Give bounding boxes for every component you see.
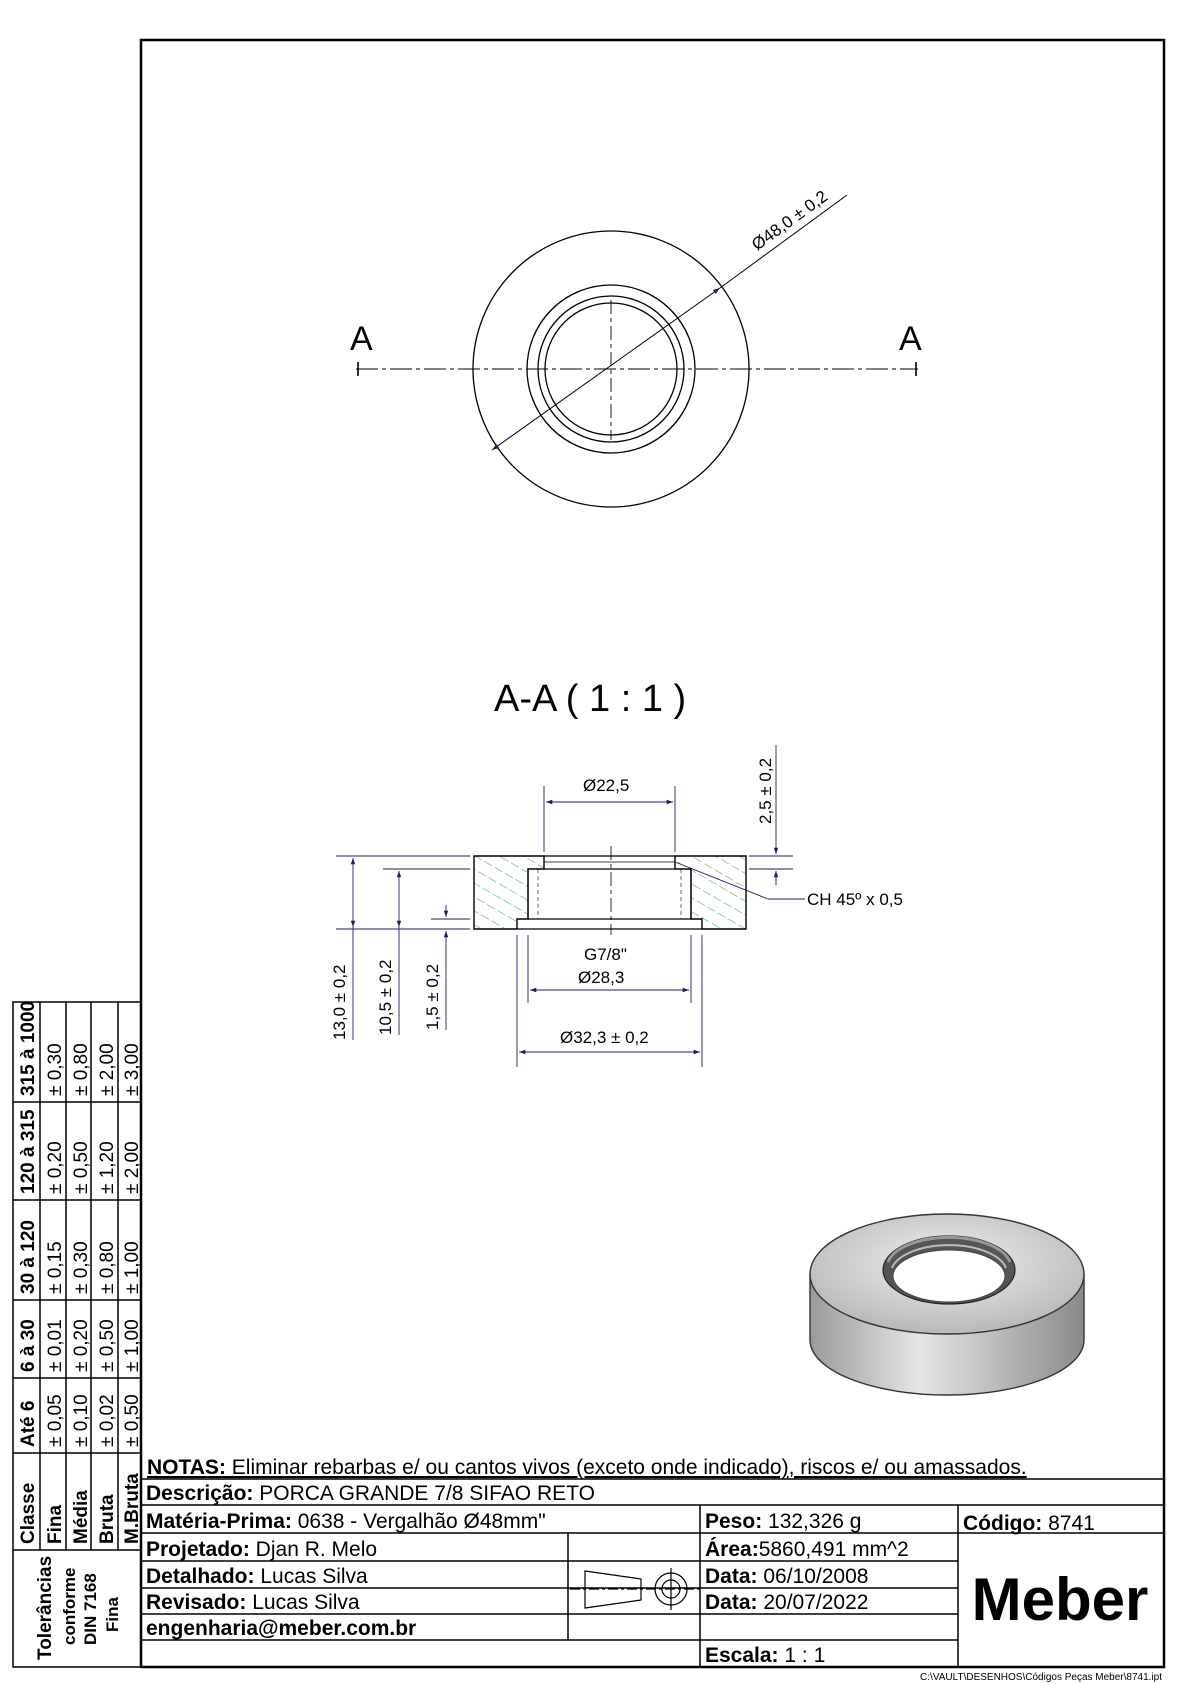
tol-value-2-2: ± 0,80 — [97, 1241, 118, 1294]
peso-value: 132,326 g — [762, 1510, 862, 1533]
area — [705, 1538, 909, 1561]
data2-label: Data: — [705, 1591, 758, 1614]
data1-label: Data: — [705, 1565, 758, 1588]
revisado-value: Lucas Silva — [246, 1591, 360, 1614]
tol-value-0-3: ± 0,20 — [45, 1141, 66, 1194]
top-view — [356, 195, 918, 507]
tolerance-cells — [18, 1001, 143, 1544]
thread-diameter-dim: Ø28,3 — [578, 968, 625, 987]
section-title: A-A ( 1 : 1 ) — [494, 678, 687, 720]
total-height-dim: 13,0 ± 0,2 — [330, 964, 349, 1040]
tol-value-3-1: ± 1,00 — [122, 1319, 143, 1372]
materia-prima — [146, 1510, 546, 1533]
tol-value-1-3: ± 0,50 — [71, 1141, 92, 1194]
tol-value-0-4: ± 0,30 — [45, 1043, 66, 1096]
revisado-label: Revisado: — [146, 1591, 247, 1614]
chamfer-note: CH 45º x 0,5 — [807, 890, 903, 909]
tol-class-2: Bruta — [97, 1494, 118, 1544]
tol-value-3-0: ± 0,50 — [122, 1394, 143, 1447]
notes-label: NOTAS: — [147, 1456, 226, 1479]
codigo — [963, 1512, 1095, 1535]
tol-header-0: Classe — [18, 1482, 39, 1544]
detalhado-label: Detalhado: — [146, 1565, 255, 1588]
recess-height-dim: 1,5 ± 0,2 — [423, 963, 442, 1030]
peso — [705, 1510, 861, 1533]
tol-value-1-2: ± 0,30 — [71, 1241, 92, 1294]
tol-value-2-3: ± 1,20 — [97, 1141, 118, 1194]
revisado — [146, 1591, 360, 1614]
tol-caption-4: Fina — [103, 1597, 122, 1632]
tol-class-1: Média — [71, 1490, 92, 1544]
company-logo: Meber — [971, 1566, 1149, 1633]
projetado-label: Projetado: — [146, 1538, 250, 1561]
tol-header-4: 120 à 315 — [18, 1109, 39, 1194]
notes-text: Eliminar rebarbas e/ ou cantos vivos (exceto onde indicado), riscos e/ ou amassados. — [225, 1456, 1027, 1479]
recess-diameter-dim: Ø32,3 ± 0,2 — [560, 1028, 649, 1047]
tol-header-5: 315 à 1000 — [18, 1000, 39, 1096]
thread-spec: G7/8" — [584, 945, 627, 964]
tol-header-2: 6 à 30 — [18, 1319, 39, 1372]
tol-caption-2: conforme — [60, 1567, 79, 1645]
outer-diameter-dim: Ø48,0 ± 0,2 — [748, 186, 832, 255]
tol-value-3-3: ± 2,00 — [122, 1141, 143, 1194]
tol-value-2-1: ± 0,50 — [97, 1319, 118, 1372]
projetado — [146, 1538, 377, 1561]
bore-diameter-dim: Ø22,5 — [583, 776, 630, 795]
section-label-left: A — [350, 320, 373, 358]
escala — [705, 1644, 825, 1667]
codigo-label: Código: — [963, 1512, 1043, 1535]
tol-value-3-2: ± 1,00 — [122, 1241, 143, 1294]
materia-value: 0638 - Vergalhão Ø48mm" — [291, 1510, 546, 1533]
tol-class-0: Fina — [45, 1504, 66, 1544]
tol-value-0-0: ± 0,05 — [45, 1394, 66, 1447]
thread-height-dim: 10,5 ± 0,2 — [376, 959, 395, 1035]
projection-symbol-icon — [570, 1568, 700, 1610]
tol-value-3-4: ± 3,00 — [122, 1043, 143, 1096]
detalhado — [146, 1565, 368, 1588]
tol-value-0-2: ± 0,15 — [45, 1241, 66, 1294]
tol-header-1: Até 6 — [18, 1400, 39, 1447]
tol-value-2-4: ± 2,00 — [97, 1043, 118, 1096]
contact-email: engenharia@meber.com.br — [146, 1617, 417, 1640]
codigo-value: 8741 — [1042, 1512, 1095, 1535]
tol-caption-1: Tolerâncias — [35, 1555, 56, 1660]
isometric-view — [810, 1214, 1084, 1395]
projetado-value: Djan R. Melo — [249, 1538, 378, 1561]
drawing-frame — [141, 40, 1164, 1667]
escala-label: Escala: — [705, 1644, 779, 1667]
tol-value-1-1: ± 0,20 — [71, 1319, 92, 1372]
tol-class-3: M.Bruta — [122, 1473, 143, 1544]
tol-header-3: 30 à 120 — [18, 1220, 39, 1294]
section-view — [336, 745, 805, 1067]
materia-label: Matéria-Prima: — [146, 1510, 292, 1533]
data2-value: 20/07/2022 — [757, 1591, 869, 1614]
tol-value-0-1: ± 0,01 — [45, 1319, 66, 1372]
notes — [147, 1456, 1027, 1479]
descricao — [146, 1482, 595, 1505]
peso-label: Peso: — [705, 1510, 763, 1533]
descricao-value: PORCA GRANDE 7/8 SIFAO RETO — [253, 1482, 595, 1505]
area-label: Área: — [705, 1538, 759, 1561]
data1-value: 06/10/2008 — [757, 1565, 869, 1588]
section-hatch-right — [675, 856, 746, 929]
area-value: 5860,491 mm^2 — [758, 1538, 909, 1561]
tol-caption-3: DIN 7168 — [81, 1573, 100, 1645]
data-projeto — [705, 1565, 868, 1588]
tol-value-2-0: ± 0,02 — [97, 1394, 118, 1447]
chamfer-depth-dim: 2,5 ± 0,2 — [756, 757, 775, 824]
section-label-right: A — [899, 320, 922, 358]
descricao-label: Descrição: — [146, 1482, 254, 1505]
tol-value-1-4: ± 0,80 — [71, 1043, 92, 1096]
section-hatch-left — [474, 856, 544, 929]
file-path: C:\VAULT\DESENHOS\Códigos Peças Meber\8741.ipt — [920, 1672, 1162, 1683]
escala-value: 1 : 1 — [778, 1644, 826, 1667]
tol-value-1-0: ± 0,10 — [71, 1394, 92, 1447]
data-revisao — [705, 1591, 868, 1614]
detalhado-value: Lucas Silva — [254, 1565, 368, 1588]
